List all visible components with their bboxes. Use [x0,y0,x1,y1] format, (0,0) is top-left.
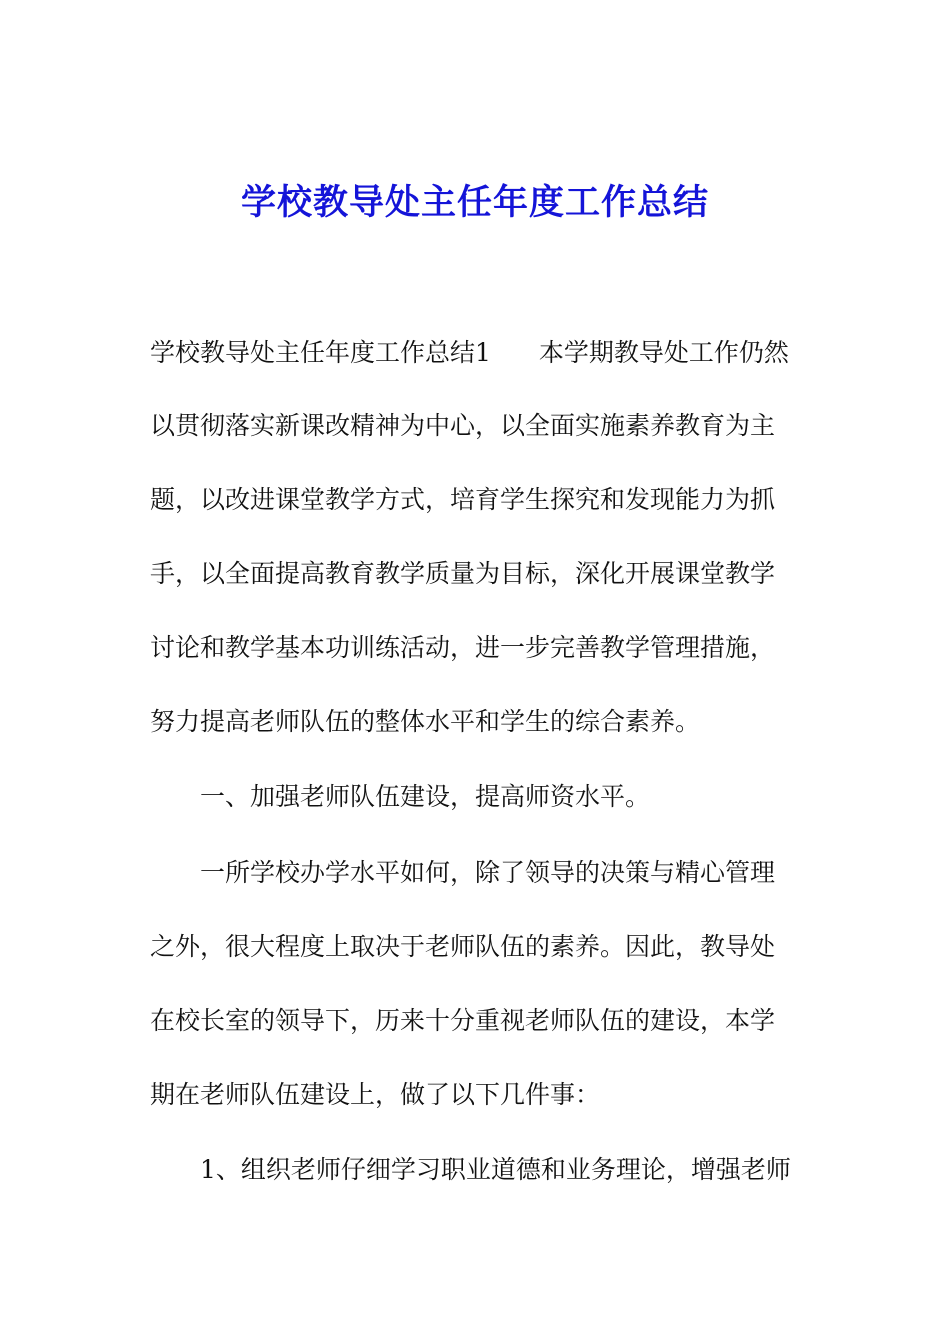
paragraph-line: 期在老师队伍建设上，做了以下几件事： [150,1080,601,1109]
document-title: 学校教导处主任年度工作总结 [240,183,709,223]
paragraph-text: 本学期教导处工作仍然 [538,338,789,367]
paragraph-line: 手，以全面提高教育教学质量为目标，深化开展课堂教学 [150,559,776,588]
paragraph-line: 努力提高老师队伍的整体水平和学生的综合素养。 [150,707,701,736]
paragraph-line: 题，以改进课堂教学方式，培育学生探究和发现能力为抓 [150,485,776,514]
paragraph-line: 在校长室的领导下，历来十分重视老师队伍的建设，本学 [150,1006,776,1035]
paragraph-line [150,333,810,373]
paragraph-line: 之外，很大程度上取决于老师队伍的素养。因此，教导处 [150,932,776,961]
section-heading: 一、加强老师队伍建设，提高师资水平。 [200,782,651,811]
paragraph-line: 讨论和教学基本功训练活动，进一步完善教学管理措施， [150,633,776,662]
paragraph-line: 以贯彻落实新课改精神为中心，以全面实施素养教育为主 [150,411,776,440]
paragraph-line: 一所学校办学水平如何，除了领导的决策与精心管理 [200,858,776,887]
list-item: 1、组织老师仔细学习职业道德和业务理论，增强老师 [200,1155,791,1184]
section-heading-inline: 学校教导处主任年度工作总结1 [150,338,491,367]
